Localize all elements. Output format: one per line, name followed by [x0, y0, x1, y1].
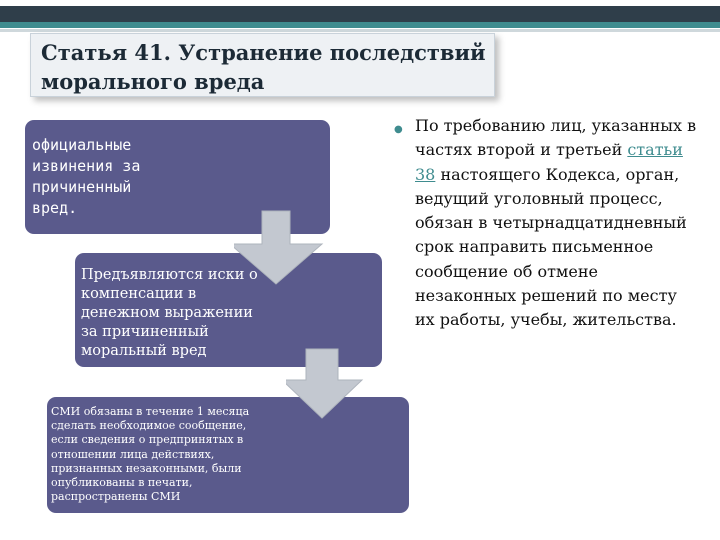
page-title: Статья 41. Устранение последствий морального вреда	[41, 40, 486, 94]
down-arrow-1-icon	[234, 208, 334, 288]
down-arrow-2-icon	[286, 346, 386, 422]
bullet-text-before: По требованию лиц, указанных в частях второй и третьей	[415, 116, 697, 160]
bullet-marker-icon: ●	[394, 124, 403, 135]
flow-box-lawsuit-text: Предъявляются иски о компенсации в денежном выражении за причиненный моральный вред	[81, 267, 258, 359]
flow-box-media-text: СМИ обязаны в течение 1 месяца сделать необходимое сообщение, если сведения о предпринятых в отношении лица действиях, признанных незаконными, были опубликованы в печати, распространены СМИ	[51, 405, 250, 504]
top-light-line	[0, 29, 720, 32]
bullet-paragraph	[415, 114, 697, 333]
title-box	[30, 33, 495, 97]
bullet-text-after: настоящего Кодекса, орган, ведущий уголовный процесс, обязан в четырнадцатидневный срок направить письменное сообщение об отмене незаконных решений по месту их работы, учебы, жительства.	[415, 164, 687, 330]
flow-box-apology-text: официальные извинения за причиненный вред.	[32, 136, 141, 217]
top-dark-band	[0, 6, 720, 22]
article-38-link[interactable]: статьи 38	[415, 140, 683, 184]
top-teal-band	[0, 22, 720, 28]
top-decoration-bar	[0, 0, 720, 22]
